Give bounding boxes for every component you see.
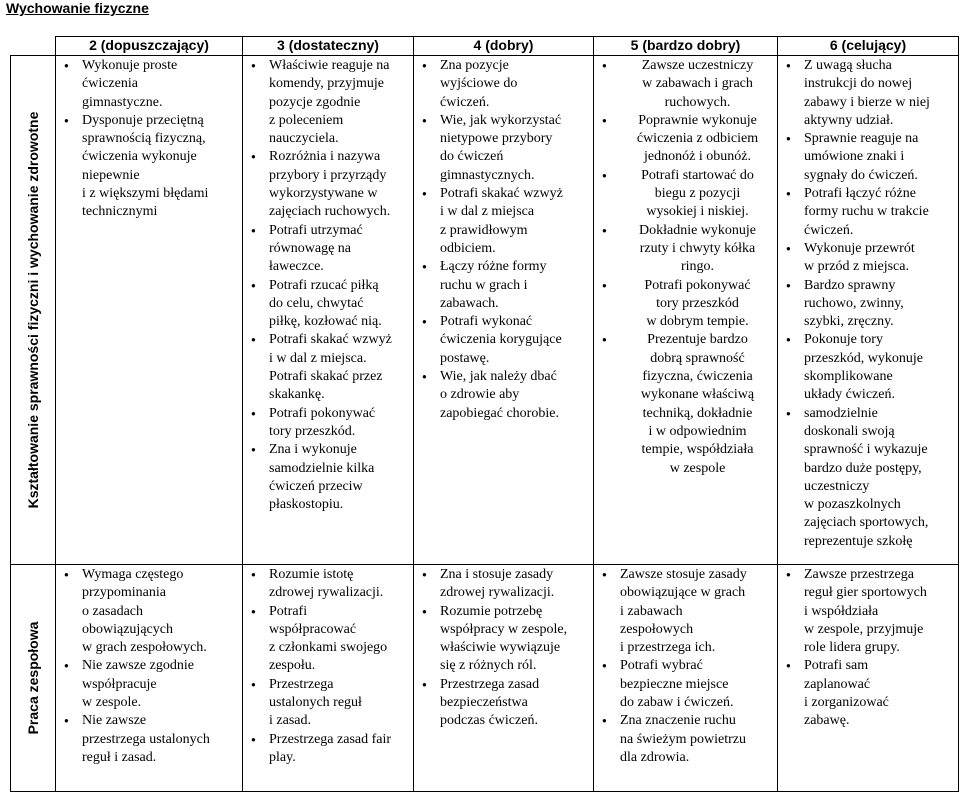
criterion-item: ● Sprawnie reaguje na	[778, 130, 956, 148]
criterion-item-continuation: i zabawach	[620, 603, 683, 619]
criterion-item-continuation: piłkę, kozłować nią.	[269, 314, 382, 330]
criterion-item-continuation: samodzielnie kilka	[269, 460, 375, 476]
criterion-item-continuation: uczestniczy	[804, 478, 870, 494]
criterion-item-continuation: w grach zespołowych.	[82, 640, 207, 656]
criterion-item-continuation: zespołu.	[269, 658, 316, 674]
criterion-item: ● Z uwagą słucha	[778, 57, 956, 75]
criterion-item-continuation: zajęciach ruchowych.	[269, 204, 391, 220]
criterion-item-continuation: zapobiegać chorobie.	[440, 405, 559, 421]
criterion-item-continuation: play.	[269, 749, 296, 765]
criterion-item-continuation: komendy, przyjmuje	[269, 76, 384, 92]
criterion-item-continuation: tempie, współdziała	[641, 442, 754, 458]
criterion-item-continuation: podczas ćwiczeń.	[440, 713, 538, 729]
criterion-item-continuation: zespołowych	[620, 621, 694, 637]
criterion-item: ● Zna i wykonuje	[243, 441, 411, 459]
criterion-item-continuation: niepewnie	[82, 167, 140, 183]
criterion-item-continuation: reguł gier sportowych	[804, 585, 927, 601]
table-corner	[11, 37, 56, 56]
criterion-item-continuation: zabawy i bierze w niej	[804, 94, 930, 110]
criterion-item: ● Nie zawsze zgodnie	[56, 657, 240, 675]
criterion-item-continuation: w dobrym tempie.	[646, 314, 749, 330]
criterion-item-continuation: i w dal z miejsca.	[269, 350, 367, 366]
criterion-item-continuation: zabawę.	[804, 713, 850, 729]
criterion-item-continuation: nauczyciela.	[269, 131, 339, 147]
criterion-item-continuation: postawę.	[440, 350, 490, 366]
criterion-item-continuation: ćwiczenia korygujące	[440, 332, 562, 348]
criterion-item-continuation: na świeżym powietrzu	[620, 731, 746, 747]
criterion-item-continuation: się z różnych ról.	[440, 658, 537, 674]
cell-fitness-grade-5	[594, 56, 778, 565]
grade-header-row	[11, 37, 959, 56]
criterion-item-continuation: i w odpowiednim	[648, 423, 747, 439]
criterion-item-continuation: właściwie wywiązuje	[440, 640, 561, 656]
criterion-item: ● Dokładnie wykonuje	[594, 222, 775, 240]
criterion-item-continuation: reguł i zasad.	[82, 749, 157, 765]
criterion-item-continuation: i przestrzega ich.	[620, 640, 716, 656]
grade-header-5: 5 (bardzo dobry)	[594, 37, 778, 56]
criterion-item: ● Wykonuje przewrót	[778, 240, 956, 258]
criterion-item-continuation: i zorganizować	[804, 695, 889, 711]
criterion-item-continuation: tory przeszkód	[656, 295, 739, 311]
criterion-item-continuation: obowiązujące w grach	[620, 585, 746, 601]
criterion-item-continuation: bezpieczeństwa	[440, 695, 528, 711]
criterion-item-continuation: zaplanować	[804, 676, 871, 692]
criterion-item-continuation: przybory i przyrządy	[269, 167, 387, 183]
criterion-item-continuation: układy ćwiczeń.	[804, 387, 895, 403]
criterion-item: ● Rozróżnia i nazywa	[243, 148, 411, 166]
criterion-item-continuation: i zasad.	[269, 713, 311, 729]
criterion-item: ● Zawsze uczestniczy	[594, 57, 775, 75]
criterion-item: ● Potrafi utrzymać	[243, 222, 411, 240]
criterion-item: ● Potrafi pokonywać	[594, 277, 775, 295]
criterion-item: ● Wie, jak należy dbać	[414, 368, 591, 386]
criterion-item-continuation: do ćwiczeń	[440, 149, 504, 165]
criterion-item: ● Potrafi wybrać	[594, 657, 775, 675]
criterion-item-continuation: gimnastycznych.	[440, 167, 535, 183]
criterion-item-continuation: jednonóż i obunóż.	[644, 149, 751, 165]
criterion-item: ● Potrafi startować do	[594, 167, 775, 185]
criterion-item-continuation: przeszkód, wykonuje	[804, 350, 923, 366]
criterion-item-continuation: ławeczce.	[269, 259, 324, 275]
criterion-item-continuation: bezpieczne miejsce	[620, 676, 729, 692]
criterion-item: ● Poprawnie wykonuje	[594, 112, 775, 130]
criterion-item-continuation: wykorzystywane w	[269, 186, 378, 202]
criterion-item-continuation: gimnastyczne.	[82, 94, 163, 110]
cell-fitness-grade-4	[414, 56, 594, 565]
criterion-item-continuation: do celu, chwytać	[269, 295, 364, 311]
row-header-fitness	[11, 56, 56, 565]
criterion-item-continuation: dobrą sprawność	[650, 350, 745, 366]
criterion-item-continuation: przestrzega ustalonych	[82, 731, 210, 747]
criterion-item: ● Dysponuje przeciętną	[56, 112, 240, 130]
criterion-item-continuation: ustalonych reguł	[269, 695, 362, 711]
criterion-item: ● Potrafi pokonywać	[243, 405, 411, 423]
criterion-item-continuation: współpracy w zespole,	[440, 621, 568, 637]
criterion-item: ● Potrafi łączyć różne	[778, 185, 956, 203]
criterion-item-continuation: rzuty i chwyty kółka	[639, 240, 756, 256]
criterion-item-continuation: w pozaszkolnych	[804, 497, 901, 513]
criterion-item-continuation: fizyczna, ćwiczenia	[642, 369, 753, 385]
row-label-teamwork: Praca zespołowa	[25, 621, 41, 735]
criterion-item-continuation: do zabaw i ćwiczeń.	[620, 695, 734, 711]
row-label-fitness: Kształtowanie sprawności fizyczni i wychowanie zdrowotne	[25, 111, 41, 509]
criterion-item: ● Przestrzega zasad fair	[243, 731, 411, 749]
criterion-item-continuation: ruchu w grach i	[440, 277, 528, 293]
criterion-item-continuation: ruchowo, zwinny,	[804, 295, 904, 311]
grading-table	[10, 36, 959, 792]
criterion-item-continuation: ćwiczeń.	[804, 222, 854, 238]
page-title: Wychowanie fizyczne	[6, 0, 149, 16]
criterion-item-continuation: role lidera grupy.	[804, 640, 900, 656]
criterion-item-continuation: technicznymi	[82, 204, 158, 220]
criterion-item-continuation: odbiciem.	[440, 240, 496, 256]
criterion-item-continuation: ćwiczenia z odbiciem	[636, 131, 759, 147]
criterion-item-continuation: dla zdrowia.	[620, 749, 690, 765]
criterion-item-continuation: wykonane właściwą	[640, 387, 755, 403]
grade-header-2: 2 (dopuszczający)	[56, 37, 243, 56]
criterion-item-continuation: w zespole.	[82, 695, 142, 711]
criterion-item-continuation: nietypowe przybory	[440, 131, 553, 147]
criterion-item-continuation: bardzo duże postępy,	[804, 460, 922, 476]
criterion-item-continuation: współpracuje	[82, 676, 157, 692]
criterion-item-continuation: w przód z miejsca.	[804, 259, 909, 275]
criterion-item-continuation: ćwiczenia	[82, 76, 138, 92]
criterion-item-continuation: instrukcji do nowej	[804, 76, 913, 92]
cell-teamwork-grade-4	[414, 565, 594, 792]
criterion-item: ● Przestrzega	[243, 676, 411, 694]
cell-fitness-grade-3	[243, 56, 414, 565]
criterion-item-continuation: o zdrowie aby	[440, 387, 520, 403]
row-header-teamwork	[11, 565, 56, 792]
criterion-item: ● Łączy różne formy	[414, 258, 591, 276]
criterion-item-continuation: skomplikowane	[804, 369, 893, 385]
criterion-item-continuation: sygnały do ćwiczeń.	[804, 167, 918, 183]
criterion-item: ● Zna znaczenie ruchu	[594, 712, 775, 730]
criterion-item-continuation: zdrowej rywalizacji.	[440, 585, 555, 601]
criterion-item-continuation: umówione znaki i	[804, 149, 905, 165]
criterion-item: ● Wymaga częstego	[56, 566, 240, 584]
criterion-item: ● Potrafi skakać wzwyż	[243, 331, 411, 349]
criterion-item: ● Zna pozycje	[414, 57, 591, 75]
criterion-item-continuation: ringo.	[680, 259, 715, 275]
cell-fitness-grade-2	[56, 56, 243, 565]
criterion-item-continuation: ćwiczeń przeciw	[269, 478, 363, 494]
criterion-item-continuation: tory przeszkód.	[269, 423, 356, 439]
cell-teamwork-grade-6	[778, 565, 959, 792]
criterion-item: ● Potrafi rzucać piłką	[243, 277, 411, 295]
criterion-item-continuation: ćwiczeń.	[440, 94, 490, 110]
criterion-item-continuation: wysokiej i niskiej.	[646, 204, 749, 220]
criterion-item: ● Prezentuje bardzo	[594, 331, 775, 349]
criterion-item-continuation: i współdziała	[804, 603, 879, 619]
criterion-item-continuation: z członkami swojego	[269, 640, 388, 656]
criterion-item-continuation: ćwiczenia wykonuje	[82, 149, 197, 165]
criterion-item: ● samodzielnie	[778, 405, 956, 423]
criterion-item-continuation: obowiązujących	[82, 621, 173, 637]
cell-fitness-grade-6	[778, 56, 959, 565]
criterion-item: ● Właściwie reaguje na	[243, 57, 411, 75]
criterion-item-continuation: wyjściowe do	[440, 76, 518, 92]
criteria-row-fitness	[11, 56, 959, 565]
criterion-item-continuation: zabawach.	[440, 295, 499, 311]
criterion-item-continuation: formy ruchu w trakcie	[804, 204, 929, 220]
criterion-item-continuation: aktywny udział.	[804, 112, 894, 128]
cell-teamwork-grade-3	[243, 565, 414, 792]
criterion-item-continuation: płaskostopiu.	[269, 497, 344, 513]
criterion-item: ● Potrafi skakać wzwyż	[414, 185, 591, 203]
criterion-item-continuation: z prawidłowym	[440, 222, 528, 238]
cell-teamwork-grade-5	[594, 565, 778, 792]
criterion-item-continuation: reprezentuje szkołę	[804, 533, 913, 549]
criterion-item-continuation: zdrowej rywalizacji.	[269, 585, 384, 601]
criterion-item: ● Wie, jak wykorzystać	[414, 112, 591, 130]
criterion-item-continuation: szybki, zręczny.	[804, 314, 894, 330]
criterion-item: ● Przestrzega zasad	[414, 676, 591, 694]
criterion-item-continuation: doskonali swoją	[804, 423, 895, 439]
grade-header-3: 3 (dostateczny)	[243, 37, 414, 56]
criterion-item: ● Zawsze stosuje zasady	[594, 566, 775, 584]
criterion-item-continuation: Potrafi skakać przez	[269, 369, 383, 385]
grade-header-4: 4 (dobry)	[414, 37, 594, 56]
criterion-item-continuation: pozycje zgodnie	[269, 94, 361, 110]
criterion-item: ● Rozumie istotę	[243, 566, 411, 584]
grade-header-6: 6 (celujący)	[778, 37, 959, 56]
criterion-item-continuation: przypominania	[82, 585, 166, 601]
criterion-item-continuation: z poleceniem	[269, 112, 344, 128]
criterion-item-continuation: i z większymi błędami	[82, 186, 209, 202]
criterion-item-continuation: w zespole	[669, 460, 726, 476]
criterion-item: ● Bardzo sprawny	[778, 277, 956, 295]
criterion-item-continuation: techniką, dokładnie	[642, 405, 753, 421]
criterion-item-continuation: w zabawach i grach	[642, 76, 753, 92]
criteria-row-teamwork	[11, 565, 959, 792]
criterion-item-continuation: współpracować	[269, 621, 357, 637]
criterion-item-continuation: sprawność i wykazuje	[804, 442, 928, 458]
criterion-item-continuation: skakankę.	[269, 387, 325, 403]
criterion-item: ● Potrafi sam	[778, 657, 956, 675]
criterion-item: ● Nie zawsze	[56, 712, 240, 730]
criterion-item: ● Zna i stosuje zasady	[414, 566, 591, 584]
criterion-item-continuation: i w dal z miejsca	[440, 204, 535, 220]
criterion-item: ● Wykonuje proste	[56, 57, 240, 75]
criterion-item: ● Rozumie potrzebę	[414, 603, 591, 621]
criterion-item-continuation: równowagę na	[269, 240, 352, 256]
criterion-item: ● Pokonuje tory	[778, 331, 956, 349]
criterion-item-continuation: w zespole, przyjmuje	[804, 621, 924, 637]
criterion-item-continuation: biegu z pozycji	[654, 186, 741, 202]
criterion-item-continuation: sprawnością fizyczną,	[82, 131, 206, 147]
criterion-item-continuation: ruchowych.	[664, 94, 731, 110]
criterion-item-continuation: o zasadach	[82, 603, 144, 619]
criterion-item: ● Potrafi wykonać	[414, 313, 591, 331]
criterion-item: ● Potrafi	[243, 603, 411, 621]
criterion-item: ● Zawsze przestrzega	[778, 566, 956, 584]
criterion-item-continuation: zajęciach sportowych,	[804, 515, 929, 531]
cell-teamwork-grade-2	[56, 565, 243, 792]
